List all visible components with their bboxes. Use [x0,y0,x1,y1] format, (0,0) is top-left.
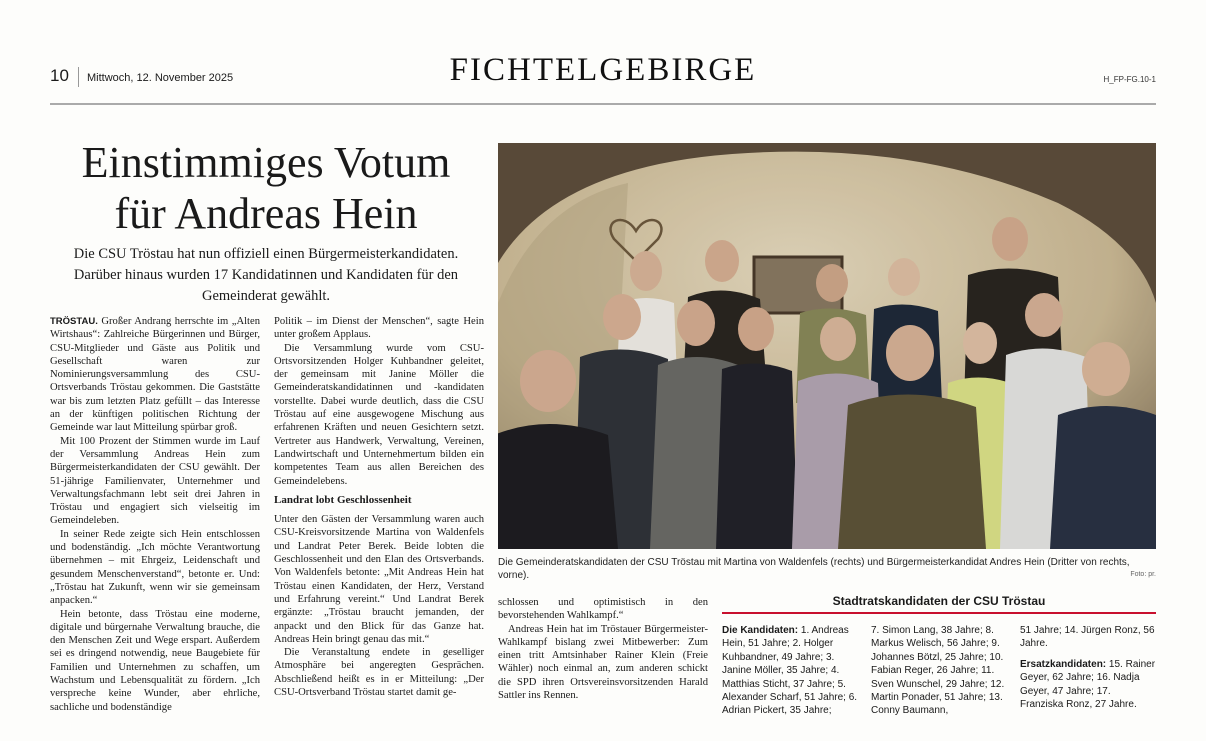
headline-line-1: Einstimmiges Votum [81,138,451,187]
article-subheading: Landrat lobt Geschlossenheit [274,493,412,506]
article-paragraph: Die Versammlung wurde vom CSU-Ortsvorsitzenden Holger Kuhbandner geleitet, der gemeinsam mit Janine Möller die Gemeinderatskandidatinnen und -kandidaten vorstellte. Dabei wurde deutlich, dass die CSU Tröstau auf eine ausgewogene Mischung aus erfahrenen Kräften und neuen Gesichtern setzt. Vertreter aus Handwerk, Verwaltung, Vereinen, Landwirtschaft und Unternehmertum bilden ein kompetentes Team aus allen Bereichen des Gemeindelebens. [274,342,484,487]
paragraph-text: Großer Andrang herrschte im „Alten Wirtshaus“: Zahlreiche Bürgerinnen und Bürger, CSU-Mitglieder und Gäste aus Politik und Gesellschaft waren zur Nominierungsversammlung des CSU-Ortsverbands Tröstau gekommen. Die Gaststätte war bis zum letzten Platz gefüllt – das Interesse an der künftigen politischen Richtung der Gemeinde war laut Mitteilung spürbar groß. [50,316,260,434]
article-paragraph: Hein betonte, dass Tröstau eine moderne, digitale und bürgernahe Verwaltung brauche, die den Menschen Zeit und Wege erspart. Außerdem sei es dringend notwendig, neue Baugebiete für Familien und Unternehmen zu schaffen, um Wachstum und Lebensqualität zu fördern. „Ich verspreche keine Wunder, aber ehrliche, sachliche und bodenständige [50,608,260,713]
article-paragraph [50,315,260,435]
page-code: H_FP-FG.10-1 [1103,75,1156,84]
headline-line-2: für Andreas Hein [114,189,418,238]
candidates-list-part: 1. Andreas Hein, 51 Jahre; 2. Holger Kuhbandner, 49 Jahre; 3. Janine Möller, 35 Jahre; 4. Matthias Sticht, 37 Jahre; 5. Alexander Scharf, 51 Jahre; 6. Adrian Pickert, 35 Jahre; [722,625,858,717]
candidates-list-part: 7. Simon Lang, 38 Jahre; 8. Markus Welisch, 56 Jahre; 9. Johannes Bötzl, 25 Jahre; 10. Fabian Reger, 26 Jahre; 11. Sven Wunschel, 29 Jahre; 12. Martin Ponader, 51 Jahre; 13. Conny Baumann, [871,625,1005,717]
photo-credit: Foto: pr. [1130,571,1156,578]
substitutes-list [1020,658,1156,712]
article-column-3 [498,596,708,702]
article-paragraph: Politik – im Dienst der Menschen“, sagte Hein unter großem Applaus. [274,316,484,341]
photo-caption: Die Gemeinderatskandidaten der CSU Tröstau mit Martina von Waldenfels (rechts) und Bürgermeisterkandidat Andres Hein (Dritter von rechts, vorne). [498,557,1130,581]
header-rule [50,103,1156,105]
candidates-column-3 [1020,624,1156,711]
article-paragraph: Unter den Gästen der Versammlung waren auch CSU-Kreisvorsitzende Martina von Waldenfels und Landrat Peter Berek. Beide lobten die Geschlossenheit und den Elan des Ortsverbands. Von Waldenfels betonte: „Mit Andreas Hein hat Tröstau einen Kandidaten, der Herz, Verstand und Erfahrung vereint.“ Und Landrat Berek ergänzte: „Tröstau braucht jemanden, der anpackt und den Blick für das Ganze hat. Andreas Hein bringt genau das mit.“ [274,514,484,645]
section-title: FICHTELGEBIRGE [449,52,757,88]
issue-date: Mittwoch, 12. November 2025 [87,72,234,84]
candidates-column-2 [871,624,1007,718]
candidates-box-rule [722,612,1156,614]
substitutes-text: 15. Rainer Geyer, 62 Jahre; 16. Nadja Geyer, 47 Jahre; 17. Franziska Ronz, 27 Jahre. [1020,658,1156,711]
article-headline [50,137,482,239]
article-column-1 [50,315,260,714]
article-paragraph: In seiner Rede zeigte sich Hein entschlossen und bodenständig. „Ich möchte Verantwortung übernehmen – mit Ehrgeiz, Leidenschaft und gesundem Menschenverstand“, betonte er. Und: „Tröstau hat Zukunft, wenn wir sie gemeinsam anpacken.“ [50,528,260,607]
article-paragraph: schlossen und optimistisch in den bevorstehenden Wahlkampf.“ [498,597,708,622]
article-paragraph: Andreas Hein hat im Tröstauer Bürgermeister-Wahlkampf bislang zwei Mitbewerber: Zum einen tritt Amtsinhaber Rainer Klein (Freie Wähler) noch einmal an, zum anderen schickt die SPD ihren Ortsvereinsvorsitzenden Harald Sattler ins Rennen. [498,623,708,702]
page-number: 10 [50,66,69,85]
dateline: TRÖSTAU. [50,316,98,327]
article-column-2 [274,315,484,699]
candidates-column-1 [722,624,858,718]
article-subhead: Die CSU Tröstau hat nun offiziell einen Bürgermeisterkandidaten. Darüber hinaus wurden 17 Kandidatinnen und Kandidaten für den Gemeinderat gewählt. [73,246,459,304]
substitutes-label: Ersatzkandidaten: [1020,658,1107,670]
candidates-box-title: Stadtratskandidaten der CSU Tröstau [832,594,1046,608]
article-paragraph: Mit 100 Prozent der Stimmen wurde im Lauf der Versammlung Andreas Hein zum Bürgermeisterkandidaten der CSU gewählt. Der 51-jährige Familienvater, Unternehmer und Verwaltungsfachmann lebt seit drei Jahren in Tröstau und engagiert sich vielseitig im Gemeindeleben. [50,435,260,527]
group-photo-illustration [498,143,1156,549]
group-photo [498,143,1156,549]
article-paragraph: Die Veranstaltung endete in geselliger Atmosphäre bei angeregten Gesprächen. Abschließend heißt es in er Mitteilung: „Der CSU-Ortsverband Tröstau startet damit ge- [274,647,484,699]
candidates-list-part: 51 Jahre; 14. Jürgen Ronz, 56 Jahre. [1020,625,1155,650]
candidates-label: Die Kandidaten: [722,625,799,636]
